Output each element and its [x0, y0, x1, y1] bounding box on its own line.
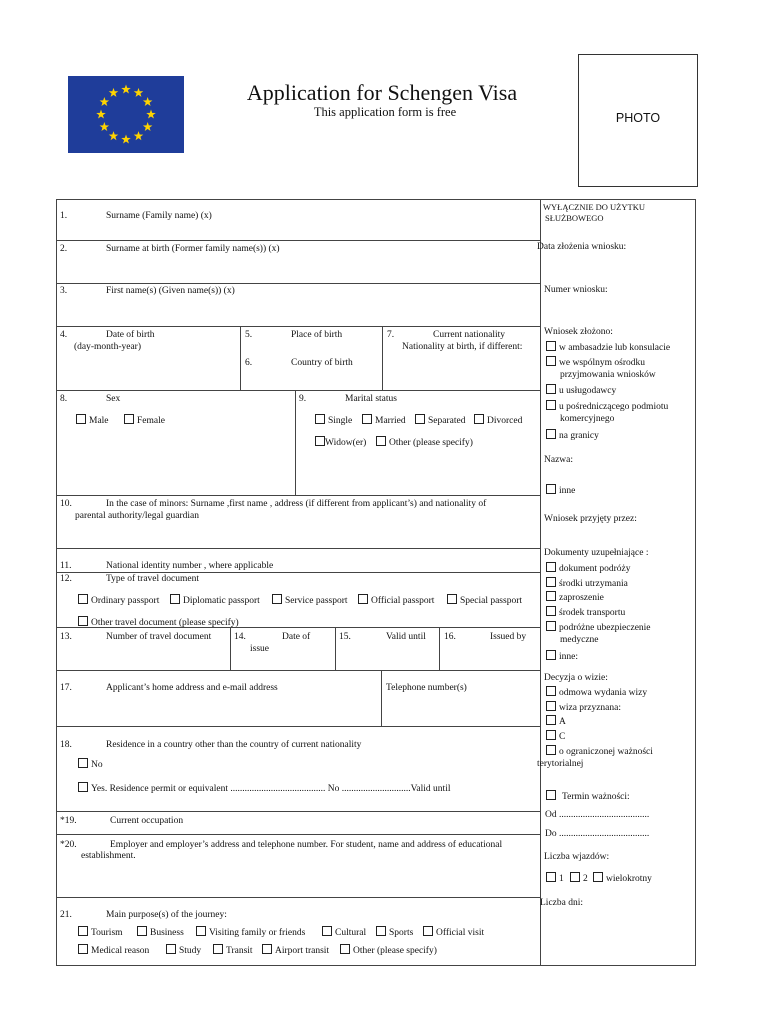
- insurance-cont: medyczne: [560, 635, 599, 645]
- valid-from-field[interactable]: Od ......................................: [545, 810, 650, 820]
- field-7-sublabel: Nationality at birth, if different:: [402, 342, 523, 352]
- marital-other-checkbox[interactable]: Other (please specify): [376, 436, 473, 449]
- field-14-label-cont: issue: [250, 644, 269, 654]
- field-9-number: 9.: [299, 394, 307, 404]
- star-icon: [109, 131, 119, 140]
- name-label: Nazwa:: [544, 455, 574, 465]
- field-6-number: 6.: [245, 358, 253, 368]
- official-use-title: WYŁĄCZNIE DO UŻYTKU: [543, 202, 645, 212]
- star-icon: [100, 97, 110, 106]
- field-10-label-cont: parental authority/legal guardian: [75, 511, 199, 521]
- star-icon: [96, 110, 106, 119]
- field-8-number: 8.: [60, 394, 68, 404]
- decision-ltv-checkbox[interactable]: o ograniczonej ważności: [546, 745, 653, 758]
- field-1-label: Surname (Family name) (x): [106, 211, 212, 221]
- field-2-label: Surname at birth (Former family name(s)) (x): [106, 244, 280, 254]
- field-18-number: 18.: [60, 740, 72, 750]
- field-4-label: Date of birth: [106, 330, 155, 340]
- field-19-label: Current occupation: [110, 816, 184, 826]
- date-submitted-label: Data złożenia wniosku:: [537, 242, 627, 252]
- doc-means-checkbox[interactable]: środki utrzymania: [546, 577, 628, 590]
- submitted-intermediary-checkbox[interactable]: u pośredniczącego podmiotu: [546, 400, 668, 413]
- entries-2-checkbox[interactable]: 2: [570, 872, 588, 885]
- field-12-number: 12.: [60, 574, 72, 584]
- submitted-provider-checkbox[interactable]: u usługodawcy: [546, 384, 616, 397]
- field-11-number: 11.: [60, 561, 72, 571]
- validity-checkbox[interactable]: Termin ważności:: [546, 790, 630, 803]
- doc-other-checkbox[interactable]: Other travel document (please specify): [78, 616, 239, 629]
- field-20-label: Employer and employer’s address and telephone number. For student, name and address of educational: [110, 840, 503, 850]
- residence-yes-checkbox[interactable]: Yes. Residence permit or equivalent ........................................ No .............................Valid until: [78, 782, 450, 795]
- purpose-airport-transit-checkbox[interactable]: Airport transit: [262, 944, 329, 957]
- sex-female-checkbox[interactable]: Female: [124, 414, 165, 427]
- decision-refused-checkbox[interactable]: odmowa wydania wizy: [546, 686, 647, 699]
- doc-ordinary-checkbox[interactable]: Ordinary passport: [78, 594, 159, 607]
- photo-box[interactable]: [578, 54, 698, 187]
- star-icon: [143, 97, 153, 106]
- submitted-common-centre-checkbox[interactable]: we wspólnym ośrodku: [546, 356, 645, 369]
- star-icon: [134, 131, 144, 140]
- visa-decision-label: Decyzja o wizie:: [544, 673, 608, 683]
- official-use-title-cont: SŁUŻBOWEGO: [545, 213, 604, 223]
- star-icon: [146, 110, 156, 119]
- field-7-number: 7.: [387, 330, 395, 340]
- doc-official-checkbox[interactable]: Official passport: [358, 594, 434, 607]
- decision-a-checkbox[interactable]: A: [546, 715, 566, 728]
- decision-issued-checkbox[interactable]: wiza przyznana:: [546, 701, 621, 714]
- other-checkbox[interactable]: inne: [546, 484, 575, 497]
- field-4-sublabel: (day-month-year): [74, 342, 141, 352]
- days-label: Liczba dni:: [540, 898, 583, 908]
- marital-single-checkbox[interactable]: Single: [315, 414, 352, 427]
- field-8-label: Sex: [106, 394, 121, 404]
- ltv-cont: terytorialnej: [537, 759, 584, 769]
- eu-flag: [68, 76, 184, 153]
- field-12-label: Type of travel document: [106, 574, 199, 584]
- accepted-by-label: Wniosek przyjęty przez:: [544, 514, 637, 524]
- field-17-label: Applicant’s home address and e-mail address: [106, 683, 278, 693]
- field-18-label: Residence in a country other than the country of current nationality: [106, 740, 362, 750]
- field-7-label: Current nationality: [433, 330, 506, 340]
- field-10-label: In the case of minors: Surname ,first name , address (if different from applicant’s) and nationality of: [106, 499, 487, 509]
- purpose-official-checkbox[interactable]: Official visit: [423, 926, 484, 939]
- field-19-number: *19.: [60, 816, 77, 826]
- field-17-phone-label: Telephone number(s): [386, 683, 467, 693]
- supporting-docs-label: Dokumenty uzupełniające :: [544, 548, 649, 558]
- field-17-number: 17.: [60, 683, 72, 693]
- common-centre-cont: przyjmowania wniosków: [560, 370, 656, 380]
- field-10-number: 10.: [60, 499, 72, 509]
- star-icon: [121, 85, 131, 94]
- entries-1-checkbox[interactable]: 1: [546, 872, 564, 885]
- doc-insurance-checkbox[interactable]: podróżne ubezpieczenie: [546, 621, 651, 634]
- field-6-label: Country of birth: [291, 358, 353, 368]
- submitted-border-checkbox[interactable]: na granicy: [546, 429, 599, 442]
- field-3-label: First name(s) (Given name(s)) (x): [106, 286, 235, 296]
- purpose-business-checkbox[interactable]: Business: [137, 926, 184, 939]
- star-icon: [109, 88, 119, 97]
- field-20-label-cont: establishment.: [81, 851, 136, 861]
- field-4-number: 4.: [60, 330, 68, 340]
- purpose-medical-checkbox[interactable]: Medical reason: [78, 944, 149, 957]
- entries-label: Liczba wjazdów:: [544, 852, 610, 862]
- submitted-at-label: Wniosek złożono:: [544, 327, 613, 337]
- marital-divorced-checkbox[interactable]: Divorced: [474, 414, 522, 427]
- intermediary-cont: komercyjnego: [560, 414, 615, 424]
- field-14-number: 14.: [234, 632, 246, 642]
- field-20-number: *20.: [60, 840, 77, 850]
- field-3-number: 3.: [60, 286, 68, 296]
- field-21-label: Main purpose(s) of the journey:: [106, 910, 227, 920]
- purpose-sports-checkbox[interactable]: Sports: [376, 926, 413, 939]
- star-icon: [121, 135, 131, 144]
- star-icon: [134, 88, 144, 97]
- purpose-cultural-checkbox[interactable]: Cultural: [322, 926, 366, 939]
- residence-no-checkbox[interactable]: No: [78, 758, 103, 771]
- doc-diplomatic-checkbox[interactable]: Diplomatic passport: [170, 594, 260, 607]
- purpose-family-checkbox[interactable]: Visiting family or friends: [196, 926, 305, 939]
- entries-multiple-checkbox[interactable]: wielokrotny: [593, 872, 652, 885]
- sex-male-checkbox[interactable]: Male: [76, 414, 109, 427]
- marital-separated-checkbox[interactable]: Separated: [415, 414, 465, 427]
- form-title: Application for Schengen Visa: [246, 80, 518, 105]
- application-number-label: Numer wniosku:: [544, 285, 608, 295]
- marital-married-checkbox[interactable]: Married: [362, 414, 406, 427]
- field-13-label: Number of travel document: [106, 632, 212, 642]
- field-15-number: 15.: [339, 632, 351, 642]
- submitted-embassy-checkbox[interactable]: w ambasadzie lub konsulacie: [546, 341, 670, 354]
- field-16-label: Issued by: [490, 632, 527, 642]
- doc-service-checkbox[interactable]: Service passport: [272, 594, 348, 607]
- purpose-tourism-checkbox[interactable]: Tourism: [78, 926, 123, 939]
- photo-label: PHOTO: [615, 111, 661, 125]
- field-9-label: Marital status: [345, 394, 397, 404]
- marital-widower-checkbox[interactable]: Widow(er): [315, 436, 366, 449]
- star-icon: [100, 122, 110, 131]
- star-icon: [143, 122, 153, 131]
- doc-special-checkbox[interactable]: Special passport: [447, 594, 522, 607]
- field-5-number: 5.: [245, 330, 253, 340]
- doc-invitation-checkbox[interactable]: zaproszenie: [546, 591, 604, 604]
- field-1-number: 1.: [60, 211, 68, 221]
- purpose-study-checkbox[interactable]: Study: [166, 944, 201, 957]
- purpose-other-checkbox[interactable]: Other (please specify): [340, 944, 437, 957]
- doc-travel-checkbox[interactable]: dokument podróży: [546, 562, 631, 575]
- field-5-label: Place of birth: [291, 330, 343, 340]
- eu-stars-icon: [68, 76, 184, 153]
- doc-transport-checkbox[interactable]: środek transportu: [546, 606, 625, 619]
- purpose-transit-checkbox[interactable]: Transit: [213, 944, 253, 957]
- field-14-label: Date of: [282, 632, 311, 642]
- field-21-number: 21.: [60, 910, 72, 920]
- valid-to-field[interactable]: Do ......................................: [545, 829, 650, 839]
- field-13-number: 13.: [60, 632, 72, 642]
- doc-other-checkbox[interactable]: inne:: [546, 650, 578, 663]
- field-11-label: National identity number , where applicable: [106, 561, 274, 571]
- decision-c-checkbox[interactable]: C: [546, 730, 565, 743]
- field-2-number: 2.: [60, 244, 68, 254]
- field-15-label: Valid until: [386, 632, 426, 642]
- field-16-number: 16.: [444, 632, 456, 642]
- form-subtitle: This application form is free: [313, 105, 457, 119]
